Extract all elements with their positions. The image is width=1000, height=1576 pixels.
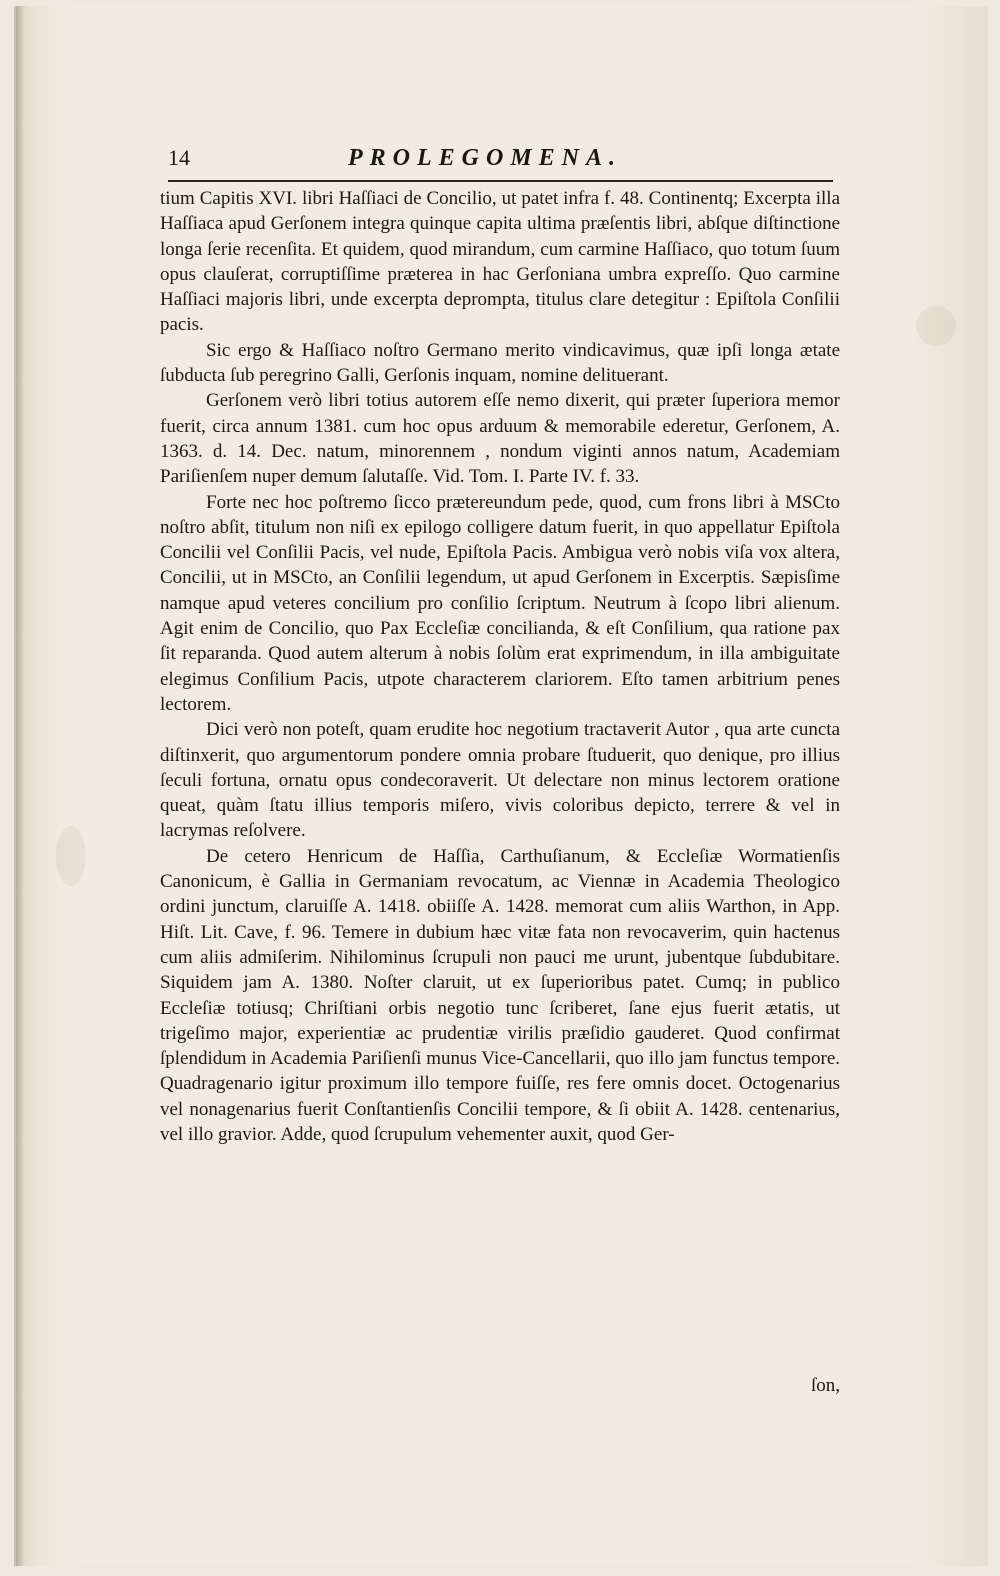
running-head [168,145,818,179]
paragraph: De cetero Henricum de Haſſia, Carthuſianum, & Eccleſiæ Wormatienſis Canonicum, è Gallia in Germaniam revocatum, ac Viennæ in Academia Theologico ordini junctum, claruiſſe A. 1418. obiiſſe A. 1428. memorat cum aliis Warthon, in App. Hiſt. Lit. Cave, f. 96. Temere in dubium hæc vitæ fata non revocaverim, quin hactenus cum aliis admiſerim. Nihilominus ſcrupuli non pauci me urunt, jubentque ſubdubitare. Siquidem jam A. 1380. Noſter claruit, ut ex ſuperioribus patet. Cumq; in publico Eccleſiæ totiusq; Chriſtiani orbis negotio tunc ſcriberet, ſane ejus fuerit ætatis, ut trigeſimo major, experientiæ ac prudentiæ virilis præſidio gauderet. Quod confirmat ſplendidum in Academia Pariſienſi munus Vice-Cancellarii, quo illo jam functus tempore. Quadragenario igitur proximum illo tempore fuiſſe, res fere omnis docet. Octogenarius vel nonagenarius fuerit Conſtantienſis Concilii tempore, & ſi obiit A. 1428. centenarius, vel illo gravior. Adde, quod ſcrupulum vehementer auxit, quod Ger- [160,845,840,1145]
paragraph: Gerſonem verò libri totius autorem eſſe nemo dixerit, qui præter ſuperiora memor fuerit, circa annum 1381. cum hoc opus arduum & memorabile ederetur, Gerſonem, A. 1363. d. 14. Dec. natum, minorennem , nondum viginti annos natum, Academiam Pariſienſem nuper demum ſalutaſſe. Vid. Tom. I. Parte IV. f. 33. [160,390,840,488]
catchword: ſon, [810,1375,840,1396]
body-text [160,186,840,1147]
page-number: 14 [168,145,190,170]
paragraph: Dici verò non poteſt, quam erudite hoc negotium tractaverit Autor , qua arte cuncta diſtinxerit, quo argumentorum pondere omnia probare ſtuduerit, quo denique, pro illius ſeculi fortuna, ornatu opus condecoraverit. Ut delectare non minus lectorem oratione queat, quàm ſtatu illius temporis miſero, vivis coloribus depicto, terrere & vel in lacrymas reſolvere. [160,719,840,842]
paragraph: Forte nec hoc poſtremo ſicco prætereundum pede, quod, cum frons libri à MSCto noſtro abſit, titulum non niſi ex epilogo colligere datum fuerit, in quo appellatur Epiſtola Concilii vel Conſilii Pacis, vel nude, Epiſtola Pacis. Ambigua verò nobis viſa vox altera, Concilii, ut in MSCto, an Conſilii legendum, ut apud Gerſonem in Excerptis. Sæpisſime namque apud veteres concilium pro conſilio ſcriptum. Neutrum à ſcopo libri alienum. Agit enim de Concilio, quo Pax Eccleſiæ concilianda, & eſt Conſilium, qua ratione pax ſit reparanda. Quod autem alterum à nobis ſolùm erat exprimendum, in illa ambiguitate elegimus Conſilium Pacis, utpote characterem clariorem. Eſto tamen arbitrium penes lectorem. [160,491,840,715]
paragraph: Sic ergo & Haſſiaco noſtro Germano merito vindicavimus, quæ ipſi longa ætate ſubducta ſub peregrino Galli, Gerſonis inquam, nomine delituerant. [160,339,840,387]
running-head-title: PROLEGOMENA. [348,145,623,171]
paper-stain [56,826,86,886]
paragraph: tium Capitis XVI. libri Haſſiaci de Concilio, ut patet infra f. 48. Continentq; Excerpta illa Haſſiaca apud Gerſonem integra quinque capita ultima præſentis libri, abſque diſtinctione longa ſerie recenſita. Et quidem, quod mirandum, cum carmine Haſſiaco, quo totum ſuum opus clauſerat, corruptiſſime præterea in hac Gerſoniana umbra expreſſo. Quo carmine Haſſiaci majoris libri, unde excerpta deprompta, titulus clare detegitur : Epiſtola Conſilii pacis. [160,188,840,336]
header-rule [168,180,833,182]
paper-stain [916,306,956,346]
